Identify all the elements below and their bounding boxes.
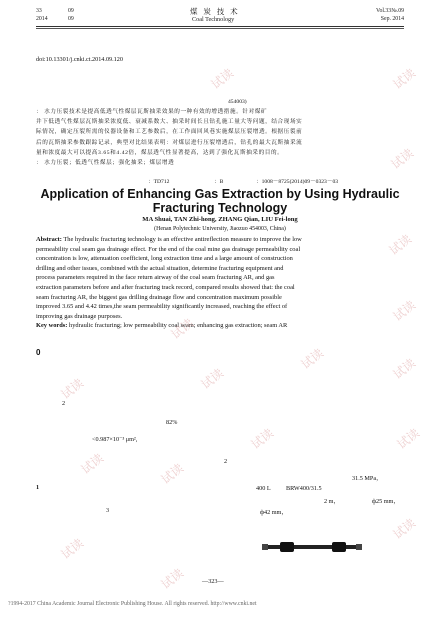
- abstract-line: extraction parameters before and after fracturing track record, compared results showed that: the coal: [36, 283, 295, 291]
- watermark: 试读: [390, 65, 419, 92]
- abstract-line: drilling and other issues, combined with the actual situation, determine fracturing equipment and: [36, 264, 284, 272]
- issue-number: 09: [68, 8, 74, 14]
- copyright-footer: ?1994-2017 China Academic Journal Electronic Publishing House. All rights reserved. http://www.cnki.net: [8, 601, 257, 607]
- cn-abstract: [36, 107, 404, 168]
- body-pressure: 31.5 MPa，: [352, 475, 383, 482]
- watermark: 试读: [58, 535, 87, 562]
- document-code: ：B: [214, 179, 224, 185]
- watermark: 试读: [198, 365, 227, 392]
- page-number: —323—: [202, 578, 224, 585]
- watermark: 试读: [298, 345, 327, 372]
- cn-abstract-line: ： 水力压裂技术是提高低透气性煤层瓦斯抽采效果的一种有效的增透措施。针对煤矿: [36, 109, 268, 115]
- issue-year: 2014: [36, 16, 48, 22]
- body-num-2: 2: [62, 400, 66, 407]
- header-rule-thin: [36, 28, 404, 29]
- watermark: 试读: [158, 565, 187, 592]
- cn-abstract-line: 量和浓度最大可以提高3.65和4.42倍，煤层透气性显著提高，达到了强化瓦斯抽采的目的。: [36, 149, 284, 156]
- doi: doi:10.13301/j.cnki.ct.2014.09.120: [36, 56, 123, 63]
- paper-title-line1: Application of Enhancing Gas Extraction by Using Hydraulic: [40, 187, 400, 201]
- abstract-label: Abstract:: [36, 236, 62, 243]
- body-section-1: 1: [36, 484, 40, 491]
- abstract-line: permeability coal seam gas drainage effect. For the end of the coal mine gas drainage permeability coal: [36, 245, 301, 253]
- cn-abstract-line: 后的瓦斯抽采参数跟踪记录，典型对比结果表明：对煤层进行压裂增透后，钻孔的最大瓦斯抽采流: [36, 139, 303, 146]
- watermark: 试读: [78, 450, 107, 477]
- abstract-line: The hydraulic fracturing technology is an effective antireflection measure to improve the low: [63, 236, 302, 243]
- watermark: 试读: [168, 315, 197, 342]
- watermark: 试读: [390, 515, 419, 542]
- body-pump-flow: 400 L: [256, 485, 271, 492]
- watermark: 试读: [58, 375, 87, 402]
- class-number: ：TD712: [148, 179, 170, 185]
- paper-title-line2: Fracturing Technology: [152, 201, 288, 215]
- body-length: 2 m，: [324, 498, 340, 505]
- affiliation: (Henan Polytechnic University, Jiaozuo 454003, China): [154, 226, 286, 232]
- journal-date: Sep. 2014: [380, 16, 404, 22]
- body-pump-model: BRW400/31.5: [286, 485, 322, 492]
- issue-month: 09: [68, 16, 74, 22]
- authors: MA Shuai, TAN Zhi-hong, ZHANG Qian, LIU Fei-long: [142, 216, 298, 223]
- journal-title-en: Coal Technology: [192, 16, 235, 23]
- keywords: hydraulic fracturing; low permeability coal seam; enhancing gas extraction; seam AR: [69, 322, 288, 330]
- abstract-line: seam fracturing AR, the biggest gas drilling drainage flow and concentration maximum possible: [36, 293, 282, 301]
- watermark: 试读: [158, 460, 187, 487]
- abstract-line: concentration is low, attenuation coefficient, long extraction time and a large amount of construction: [36, 255, 293, 263]
- article-number: ：1008－8725(2014)09－0323－03: [256, 179, 339, 185]
- abstract-line: improving gas drainage purposes.: [36, 312, 123, 320]
- abstract-line: process parameters required in the face return airway of the coal seam fracturing AR, and gas: [36, 274, 275, 282]
- packer-end-left: [262, 544, 268, 550]
- body-percent: 82%: [166, 419, 178, 426]
- journal-title-cn: 煤 炭 技 术: [190, 7, 240, 16]
- section-heading-0: 0: [36, 348, 41, 357]
- cn-keywords: ： 水力压裂；低透气性煤层；强化抽采；煤层增透: [36, 160, 175, 167]
- abstract-line: improved 3.65 and 4.42 times,the seam permeability significantly increased, reaching the effect of: [36, 303, 288, 311]
- body-num-3: 3: [106, 507, 110, 514]
- affiliation-zip: 454003): [228, 99, 247, 105]
- packer-figure: [262, 528, 362, 568]
- packer-seal-left: [280, 542, 294, 552]
- watermark: 试读: [390, 355, 419, 382]
- watermark: 试读: [388, 145, 417, 172]
- journal-vol: Vol.33№.09: [376, 8, 404, 14]
- packer-end-right: [356, 544, 362, 550]
- watermark: 试读: [394, 425, 423, 452]
- body-dia25: ф25 mm，: [372, 498, 400, 505]
- body-num-2b: 2: [224, 458, 228, 465]
- keywords-label: Key words:: [36, 322, 68, 330]
- watermark: 试读: [390, 297, 419, 324]
- packer-seal-right: [332, 542, 346, 552]
- issue-volume: 33: [36, 8, 42, 14]
- watermark: 试读: [386, 231, 415, 258]
- watermark: 试读: [208, 65, 237, 92]
- cn-abstract-line: 井下低透气性煤层瓦斯抽采浓度低、衰减系数大、抽采时间长且钻孔施工量大等问题，结合现场实: [36, 119, 303, 126]
- en-abstract: [36, 235, 404, 331]
- cn-abstract-line: 际情况，确定压裂所需的仪器设备和工艺参数后，在工作面回风巷实施煤层压裂增透。根据压裂前: [36, 129, 303, 136]
- watermark: 试读: [248, 425, 277, 452]
- body-dia42: ф42 mm，: [260, 509, 288, 516]
- header-rule: [36, 26, 404, 27]
- body-permeability: <0.987×10⁻³ μm²,: [92, 436, 138, 443]
